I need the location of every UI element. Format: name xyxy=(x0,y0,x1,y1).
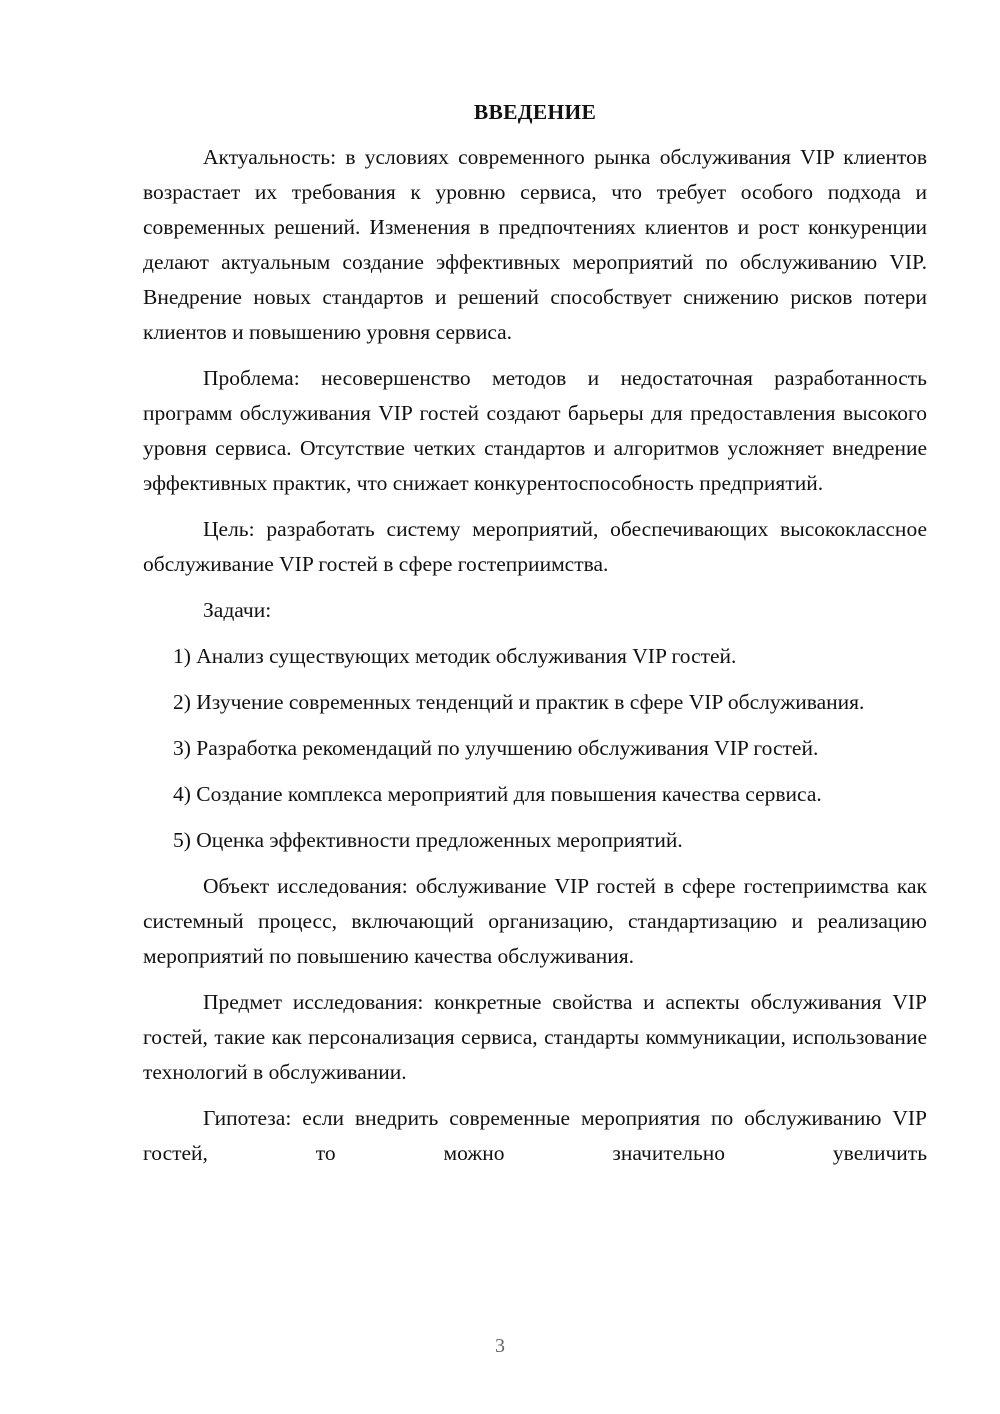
goal-paragraph: Цель: разработать систему мероприятий, обеспечивающих высококлассное обслуживание VIP гостей в сфере гостеприимства. xyxy=(143,517,927,576)
section-title: ВВЕДЕНИЕ xyxy=(473,100,597,124)
object-paragraph: Объект исследования: обслуживание VIP гостей в сфере гостеприимства как системный процесс, включающий организацию, стандартизацию и реализацию мероприятий по повышению качества обслуживания. xyxy=(143,874,927,968)
subject-paragraph: Предмет исследования: конкретные свойства и аспекты обслуживания VIP гостей, такие как персонализация сервиса, стандарты коммуникации, использование технологий в обслуживании. xyxy=(143,990,927,1084)
task-item-4: 4) Создание комплекса мероприятий для повышения качества сервиса. xyxy=(173,782,822,806)
task-item-2: 2) Изучение современных тенденций и практик в сфере VIP обслуживания. xyxy=(173,690,865,714)
page-number: 3 xyxy=(495,1335,505,1357)
task-item-1: 1) Анализ существующих методик обслуживания VIP гостей. xyxy=(173,644,737,668)
hypothesis-paragraph: Гипотеза: если внедрить современные мероприятия по обслуживанию VIP гостей, то можно значительно увеличить xyxy=(143,1106,927,1165)
problem-paragraph: Проблема: несовершенство методов и недостаточная разработанность программ обслуживания VIP гостей создают барьеры для предоставления высокого уровня сервиса. Отсутствие четких стандартов и алгоритмов усложняет внедрение эффективных практик, что снижает конкурентоспособность предприятий. xyxy=(143,366,927,495)
tasks-heading: Задачи: xyxy=(203,598,272,622)
task-item-5: 5) Оценка эффективности предложенных мероприятий. xyxy=(173,828,683,852)
page-content xyxy=(143,95,927,1171)
relevance-paragraph: Актуальность: в условиях современного рынка обслуживания VIP клиентов возрастает их требования к уровню сервиса, что требует особого подхода и современных решений. Изменения в предпочтениях клиентов и рост конкуренции делают актуальным создание эффективных мероприятий по обслуживанию VIP. Внедрение новых стандартов и решений способствует снижению рисков потери клиентов и повышению уровня сервиса. xyxy=(143,145,927,344)
task-item-3: 3) Разработка рекомендаций по улучшению обслуживания VIP гостей. xyxy=(173,736,819,760)
